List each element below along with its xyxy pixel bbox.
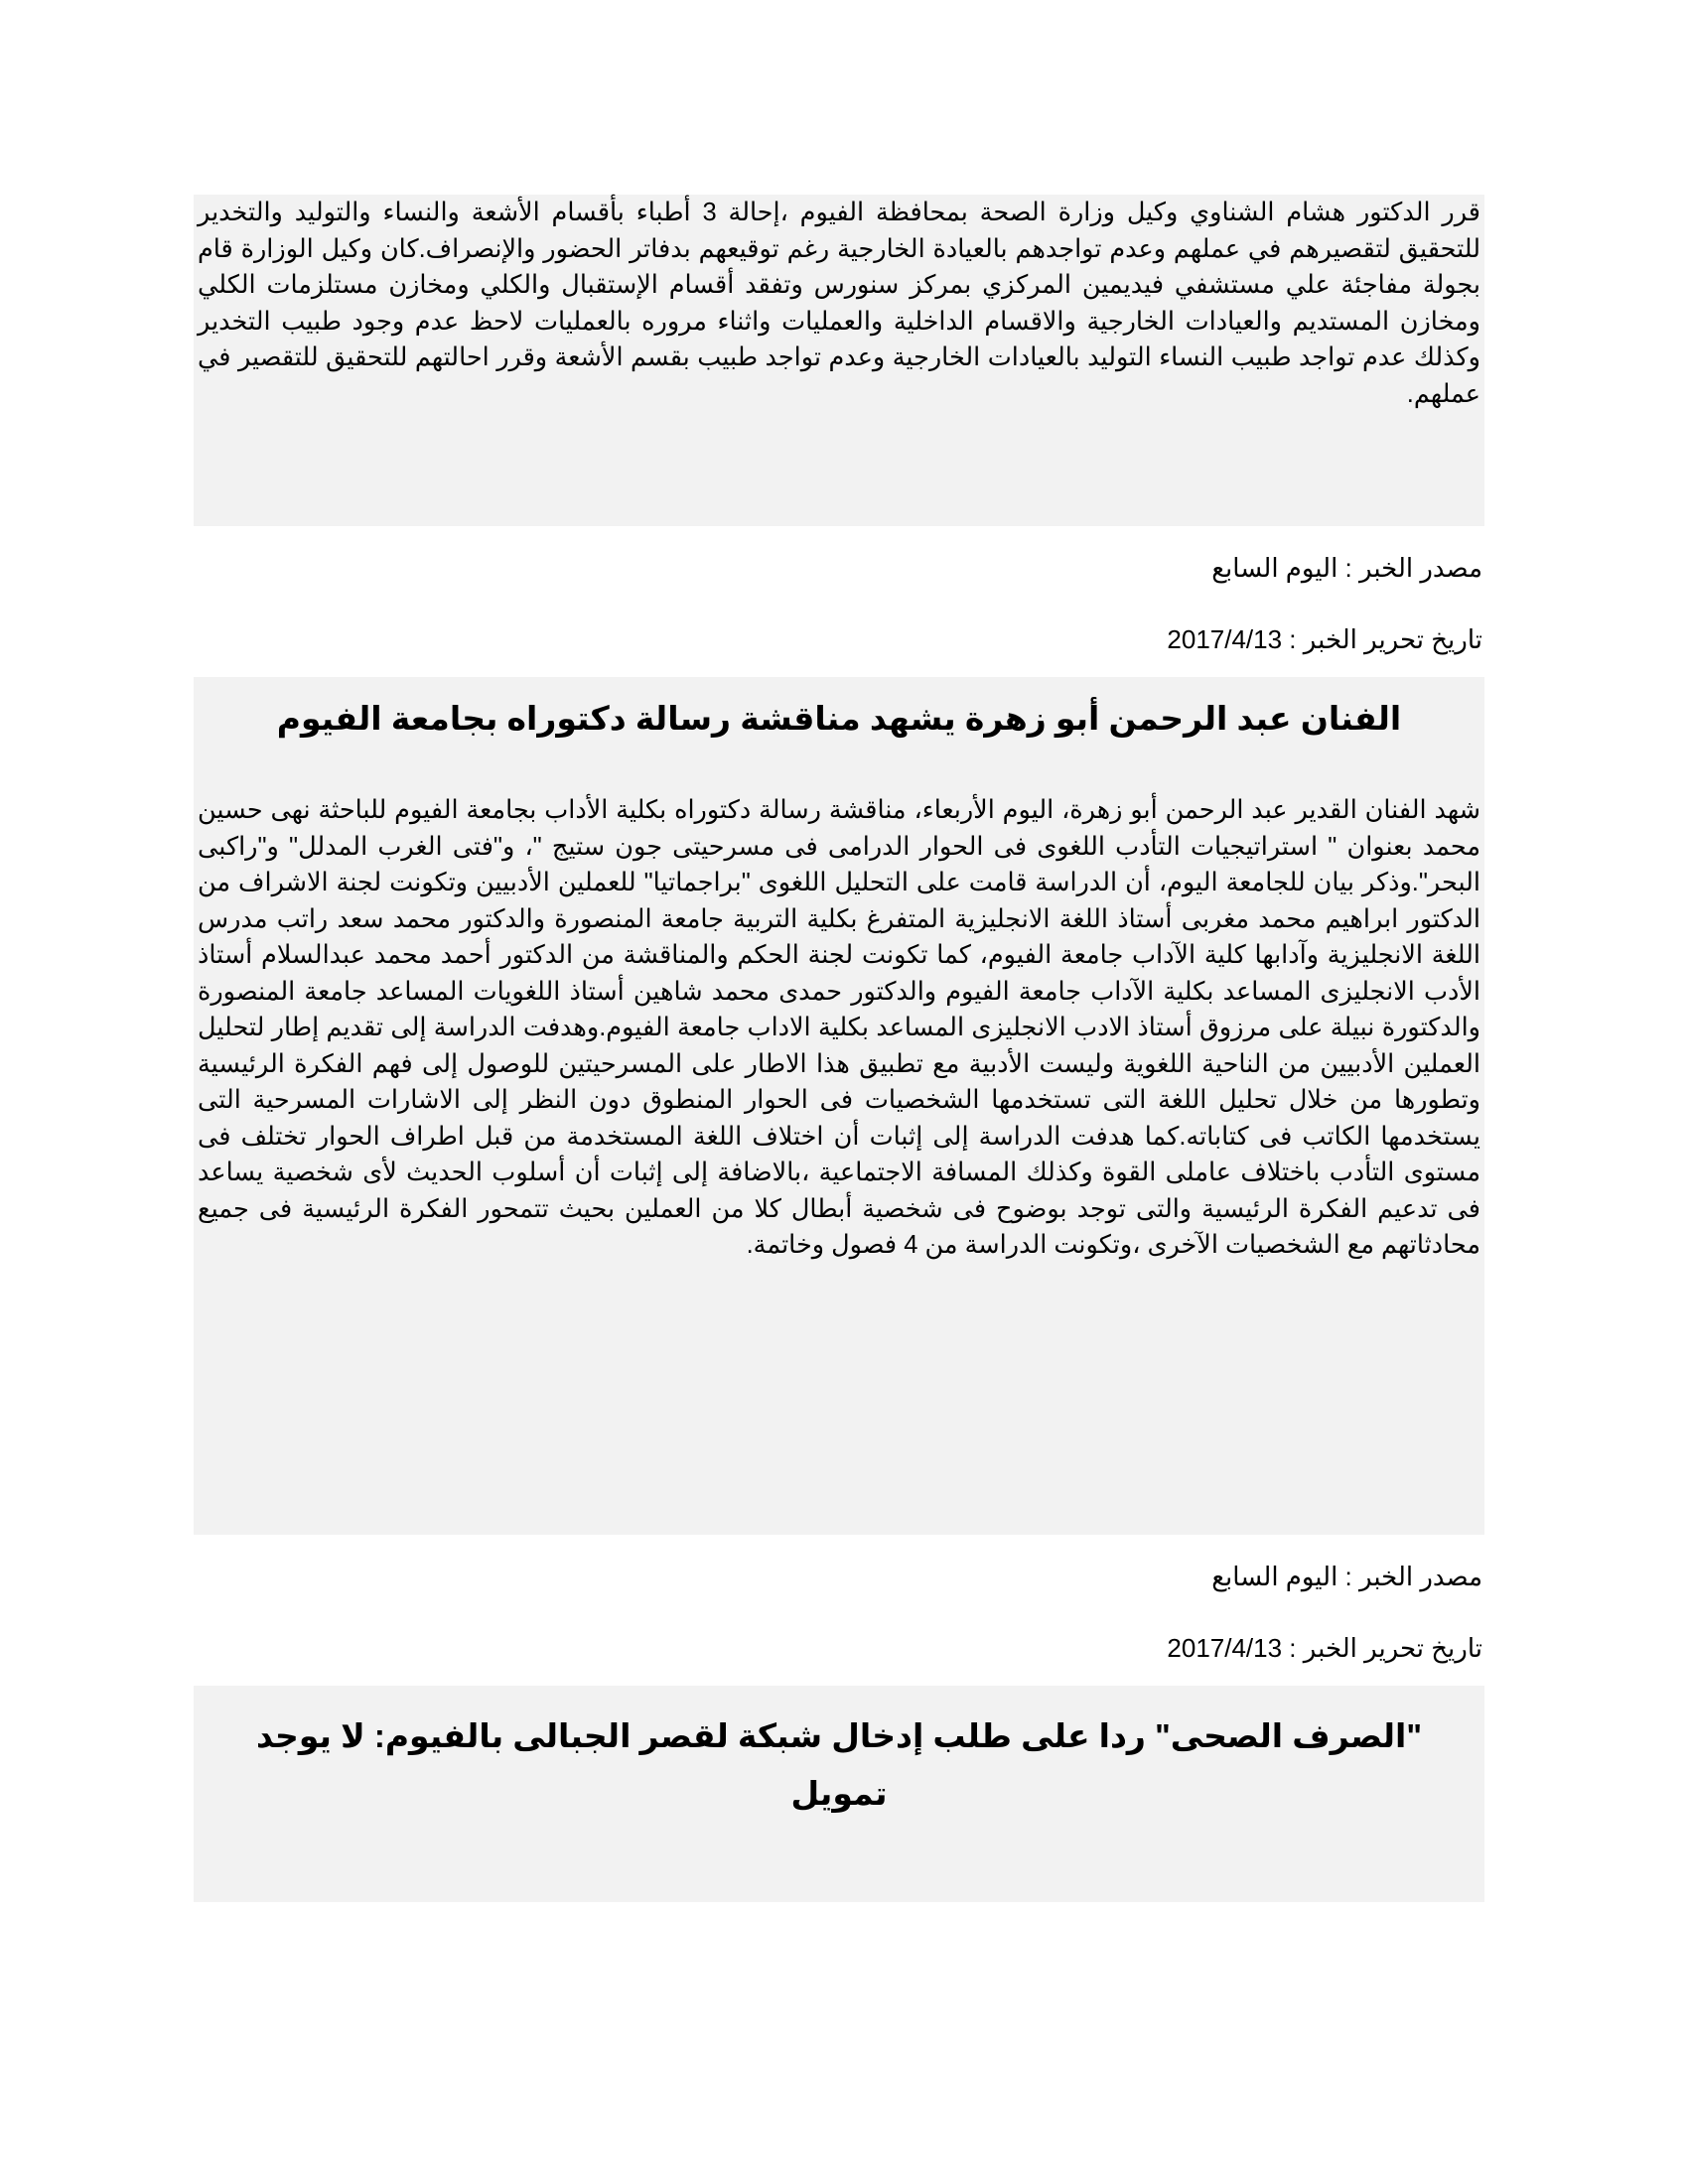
news-date: تاريخ تحرير الخبر : 2017/4/13: [1167, 624, 1482, 654]
article-body: قرر الدكتور هشام الشناوي وكيل وزارة الصحة بمحافظة الفيوم ،إحالة 3 أطباء بأقسام الأشعة والنساء والتوليد والتخدير للتحقيق لتقصيرهم في عملهم وعدم تواجدهم بالعيادة الخارجية رغم توقيعهم بدفاتر الحضور والإنصراف.كان وكيل الوزارة قام بجولة مفاجئة علي مستشفي فيديمين المركزي بمركز سنورس وتفقد أقسام الإستقبال والكلي ومخازن مستلزمات الكلي ومخازن المستديم والعيادات الخارجية والاقسام الداخلية والعمليات واثناء مروره بالعمليات لاحظ عدم وجود طبيب التخدير وكذلك عدم تواجد طبيب النساء التوليد بالعيادات الخارجية وعدم تواجد طبيب بقسم الأشعة وقرر احالتهم للتحقيق للتقصير في عملهم.: [198, 199, 1480, 408]
article-meta: [194, 550, 1484, 657]
article-block: [194, 1686, 1484, 1902]
article-meta: [194, 1559, 1484, 1666]
article-body: شهد الفنان القدير عبد الرحمن أبو زهرة، اليوم الأربعاء، مناقشة رسالة دكتوراه بكلية الأداب بجامعة الفيوم للباحثة نهى حسين محمد بعنوان " استراتيجيات التأدب اللغوى فى الحوار الدرامى فى مسرحيتى جون ستيج "، و"فتى الغرب المدلل" و"راكبى البحر".وذكر بيان للجامعة اليوم، أن الدراسة قامت على التحليل اللغوى "براجماتيا" للعملين الأدبيين وتكونت لجنة الاشراف من الدكتور ابراهيم محمد مغربى أستاذ اللغة الانجليزية المتفرغ بكلية التربية جامعة المنصورة والدكتور محمد سعد راتب مدرس اللغة الانجليزية وآدابها كلية الآداب جامعة الفيوم، كما تكونت لجنة الحكم والمناقشة من الدكتور أحمد محمد عبدالسلام أستاذ الأدب الانجليزى المساعد بكلية الآداب جامعة الفيوم والدكتور حمدى محمد شاهين أستاذ اللغويات المساعد جامعة المنصورة والدكتورة نبيلة على مرزوق أستاذ الادب الانجليزى المساعد بكلية الاداب جامعة الفيوم.وهدفت الدراسة إلى تقديم إطار لتحليل العملين الأدبيين من الناحية اللغوية وليست الأدبية مع تطبيق هذا الاطار على المسرحيتين للوصول إلى فهم الفكرة الرئيسية وتطورها من خلال تحليل اللغة التى تستخدمها الشخصيات فى الحوار المنطوق دون النظر إلى الاشارات المسرحية التى يستخدمها الكاتب فى كتاباته.كما هدفت الدراسة إلى إثبات أن اختلاف اللغة المستخدمة من قبل اطراف الحوار تختلف فى مستوى التأدب باختلاف عاملى القوة وكذلك المسافة الاجتماعية ،بالاضافة إلى إثبات أن أسلوب الحديث لأى شخصية يساعد فى تدعيم الفكرة الرئيسية والتى توجد بوضوح فى شخصية أبطال كلا من العملين بحيث تتمحور الفكرة الرئيسية فى جميع محادثاتهم مع الشخصيات الآخرى ،وتكونت الدراسة من 4 فصول وخاتمة.: [198, 796, 1480, 1259]
article-block: [194, 677, 1484, 1535]
news-date: تاريخ تحرير الخبر : 2017/4/13: [1167, 1633, 1482, 1663]
article-headline: "الصرف الصحى" ردا على طلب إدخال شبكة لقصر الجبالى بالفيوم: لا يوجد تمويل: [256, 1717, 1422, 1812]
news-source: مصدر الخبر : اليوم السابع: [1211, 1562, 1482, 1591]
article-block: [194, 195, 1484, 526]
document-page: [194, 195, 1484, 1902]
article-headline: الفنان عبد الرحمن أبو زهرة يشهد مناقشة رسالة دكتوراه بجامعة الفيوم: [276, 700, 1402, 737]
news-source: مصدر الخبر : اليوم السابع: [1211, 553, 1482, 583]
